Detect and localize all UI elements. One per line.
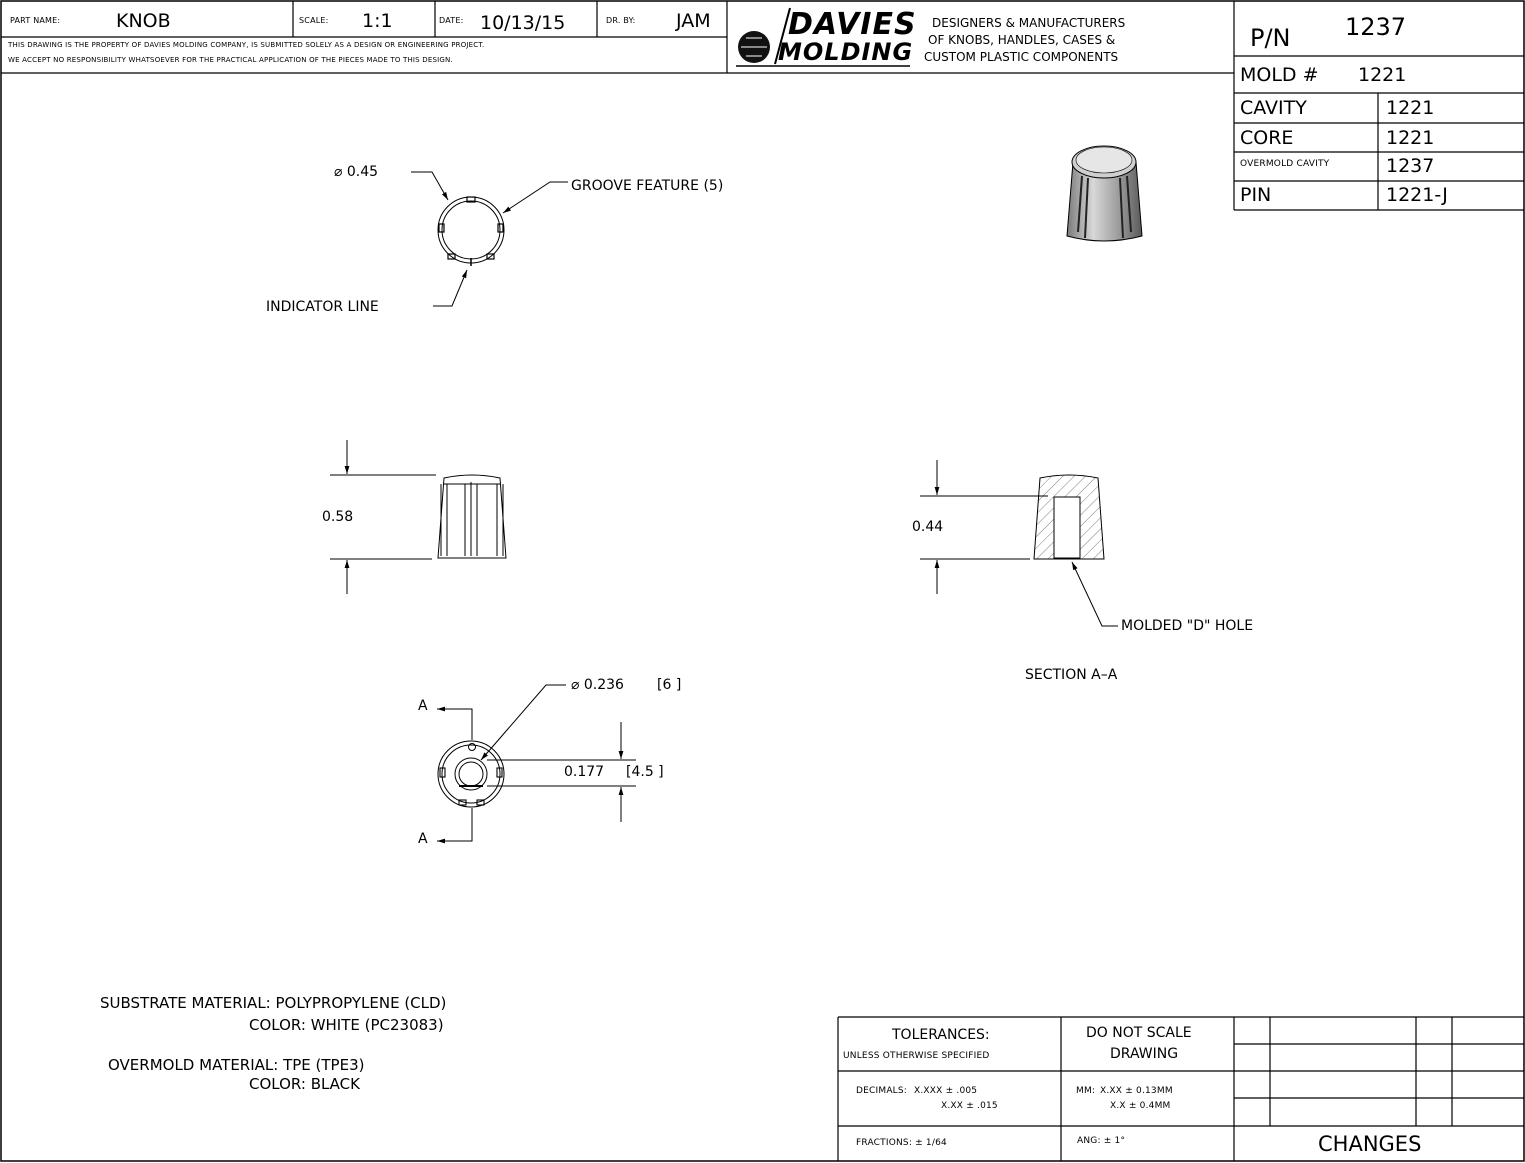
pn-value: 1237	[1345, 13, 1407, 41]
logo-line-2: MOLDING	[778, 38, 914, 66]
date-label: DATE:	[439, 16, 464, 25]
pin-value: 1221-J	[1386, 184, 1448, 206]
scale-label: SCALE:	[299, 16, 329, 25]
drawn-by-label: DR. BY:	[606, 16, 636, 25]
disclaimer-line-2: WE ACCEPT NO RESPONSIBILITY WHATSOEVER FOR THE PRACTICAL APPLICATION OF THE PIECES MADE TO THIS DESIGN.	[8, 56, 453, 64]
mold-value: 1221	[1358, 64, 1407, 86]
no-scale-line-2: DRAWING	[1110, 1046, 1179, 1062]
bore-diameter-mm: [6 ]	[657, 677, 682, 693]
isometric-knob	[1067, 146, 1142, 241]
flat-dim: 0.177	[564, 764, 605, 780]
top-view	[411, 172, 568, 306]
tagline-2: OF KNOBS, HANDLES, CASES &	[928, 33, 1116, 47]
top-diameter-dim: ⌀ 0.45	[334, 164, 379, 180]
section-mark-bottom: A	[418, 831, 428, 847]
no-scale-line-1: DO NOT SCALE	[1086, 1025, 1192, 1041]
part-name-value: KNOB	[116, 10, 171, 32]
substrate-material: SUBSTRATE MATERIAL: POLYPROPYLENE (CLD)	[100, 994, 447, 1012]
core-label: CORE	[1240, 127, 1294, 149]
d-hole-callout: MOLDED "D" HOLE	[1121, 618, 1254, 634]
drawn-by-value: JAM	[676, 10, 711, 32]
decimals-xx: X.XX ± .015	[941, 1101, 998, 1111]
section-label: SECTION A–A	[1025, 667, 1118, 683]
tagline-3: CUSTOM PLASTIC COMPONENTS	[924, 50, 1119, 64]
bore-diameter-dim: ⌀ 0.236	[571, 677, 624, 693]
cavity-value: 1221	[1386, 97, 1435, 119]
height-dim: 0.58	[322, 509, 354, 525]
bottom-view	[437, 685, 636, 841]
mm-xx: X.X ± 0.4MM	[1110, 1101, 1171, 1111]
logo-line-1: DAVIES	[788, 7, 917, 42]
sheet-border	[1, 1, 1524, 1161]
side-view	[330, 440, 506, 594]
fractions-tolerance: FRACTIONS: ± 1/64	[856, 1138, 947, 1148]
mm-label: MM:	[1076, 1086, 1096, 1096]
groove-callout: GROOVE FEATURE (5)	[571, 178, 724, 194]
overmold-color: COLOR: BLACK	[249, 1075, 360, 1093]
tagline-1: DESIGNERS & MANUFACTURERS	[932, 16, 1126, 30]
disclaimer-line-1: THIS DRAWING IS THE PROPERTY OF DAVIES MOLDING COMPANY, IS SUBMITTED SOLELY AS A DESIGN OR ENGINEERING PROJECT.	[8, 41, 485, 49]
pn-label: P/N	[1250, 24, 1291, 52]
indicator-callout: INDICATOR LINE	[266, 299, 379, 315]
tolerances-subtitle: UNLESS OTHERWISE SPECIFIED	[843, 1051, 990, 1061]
flat-dim-mm: [4.5 ]	[626, 764, 664, 780]
cavity-label: CAVITY	[1240, 97, 1307, 119]
angle-tolerance: ANG: ± 1°	[1077, 1136, 1126, 1146]
scale-value: 1:1	[362, 10, 393, 32]
mm-xxx: X.XX ± 0.13MM	[1100, 1086, 1173, 1096]
section-mark-top: A	[418, 698, 428, 714]
tolerances-title: TOLERANCES:	[892, 1027, 990, 1043]
overmold-cavity-label: OVERMOLD CAVITY	[1240, 159, 1330, 169]
overmold-material: OVERMOLD MATERIAL: TPE (TPE3)	[108, 1056, 365, 1074]
mold-label: MOLD #	[1240, 64, 1319, 86]
overmold-cavity-value: 1237	[1386, 155, 1435, 177]
section-view	[920, 460, 1118, 626]
section-depth-dim: 0.44	[912, 519, 944, 535]
decimals-xxx: X.XXX ± .005	[914, 1086, 978, 1096]
decimals-label: DECIMALS:	[856, 1086, 908, 1096]
core-value: 1221	[1386, 127, 1435, 149]
date-value: 10/13/15	[480, 12, 566, 34]
part-name-label: PART NAME:	[10, 16, 61, 25]
pin-label: PIN	[1240, 184, 1272, 206]
substrate-color: COLOR: WHITE (PC23083)	[249, 1016, 444, 1034]
changes-label: CHANGES	[1318, 1132, 1422, 1156]
